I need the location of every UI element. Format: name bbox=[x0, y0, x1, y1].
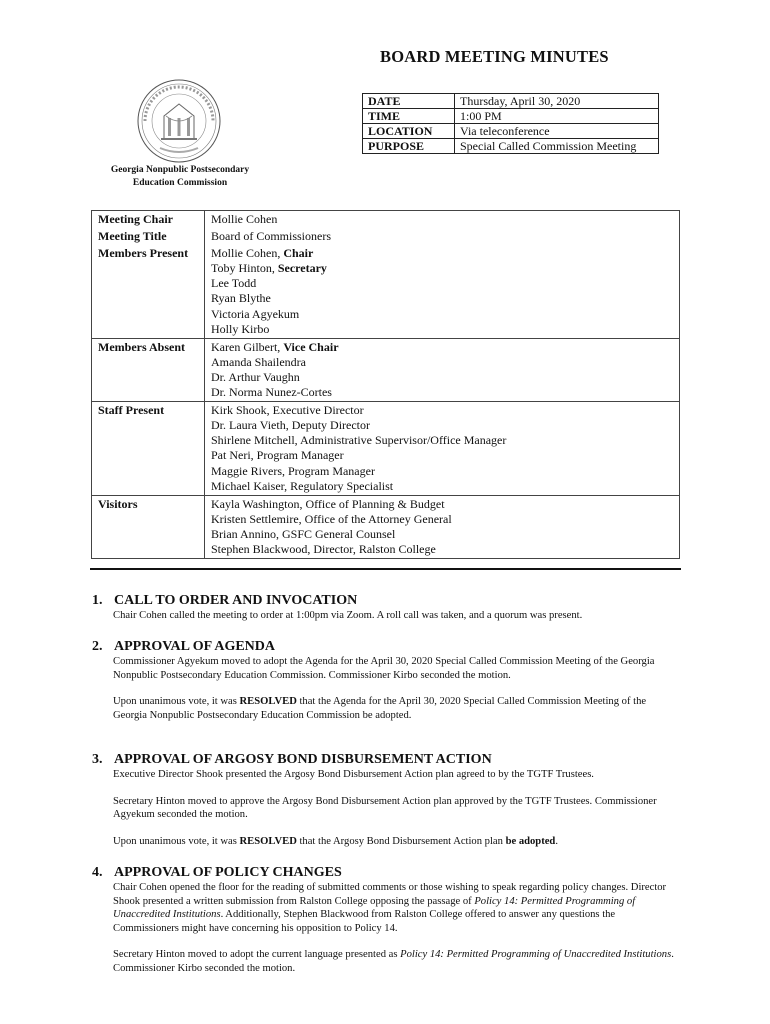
list-item: Brian Annino, GSFC General Counsel bbox=[211, 526, 396, 541]
info-row-date bbox=[363, 94, 659, 109]
list-item: Lee Todd bbox=[211, 276, 257, 291]
section-paragraph: Chair Cohen called the meeting to order at 1:00pm via Zoom. A roll call was taken, and a quorum was present. bbox=[113, 610, 583, 621]
section-call-to-order bbox=[92, 593, 682, 623]
list-item: Mollie Cohen, Chair bbox=[211, 246, 314, 261]
section-heading: APPROVAL OF AGENDA bbox=[114, 639, 276, 654]
section-paragraph: Secretary Hinton moved to approve the Argosy Bond Disbursement Action plan approved by the TGTF Trustees. Commissioner Agyekum seconded the motion. bbox=[113, 795, 657, 820]
attendance-row-staff-present bbox=[92, 402, 680, 496]
section-heading: APPROVAL OF POLICY CHANGES bbox=[114, 865, 342, 880]
list-item: Ryan Blythe bbox=[211, 291, 271, 306]
section-number: 3. bbox=[92, 752, 103, 767]
info-label: LOCATION bbox=[363, 124, 455, 139]
list-item: Toby Hinton, Secretary bbox=[211, 261, 327, 276]
attendance-label: Meeting Chair bbox=[92, 211, 205, 229]
section-heading: APPROVAL OF ARGOSY BOND DISBURSEMENT ACTION bbox=[114, 752, 492, 767]
section-paragraph: Chair Cohen opened the floor for the reading of submitted comments or those wishing to speak regarding policy changes. Director Shook presented a written submission from Ralston College opposing the passage of Policy 14: Permitted Programming of Unaccredited Institutions. Additionally, Stephen Blackwood from Ralston College offered to answer any questions the Commissioners might have concerning his opposition to Policy 14. bbox=[113, 882, 667, 934]
members-present-list bbox=[205, 245, 680, 338]
section-argosy-bond bbox=[92, 752, 682, 848]
list-item: Victoria Agyekum bbox=[211, 306, 300, 321]
section-paragraph: Upon unanimous vote, it was RESOLVED that the Agenda for the April 30, 2020 Special Called Commission Meeting of the Georgia Nonpublic Postsecondary Education Commission be adopted. bbox=[113, 696, 647, 721]
list-item: Kayla Washington, Office of Planning & Budget bbox=[211, 496, 445, 511]
list-item: Holly Kirbo bbox=[211, 321, 270, 336]
list-item: Pat Neri, Program Manager bbox=[211, 448, 344, 463]
info-row-purpose bbox=[363, 139, 659, 154]
meeting-info-table bbox=[362, 93, 659, 154]
attendance-value: Board of Commissioners bbox=[205, 228, 680, 245]
info-label: TIME bbox=[363, 109, 455, 124]
section-policy-changes bbox=[92, 865, 682, 975]
info-value: Thursday, April 30, 2020 bbox=[455, 94, 659, 109]
section-paragraph: Secretary Hinton moved to adopt the current language presented as Policy 14: Permitted Programming of Unaccredited Institutions. Commissioner Kirbo seconded the motion. bbox=[113, 949, 674, 974]
list-item: Karen Gilbert, Vice Chair bbox=[211, 339, 339, 354]
list-item: Dr. Laura Vieth, Deputy Director bbox=[211, 418, 371, 433]
attendance-table bbox=[91, 210, 680, 559]
info-row-location bbox=[363, 124, 659, 139]
state-seal-icon bbox=[136, 78, 222, 164]
organization-name-line-2: Education Commission bbox=[132, 178, 228, 188]
visitors-list bbox=[205, 495, 680, 558]
attendance-row-meeting-title bbox=[92, 228, 680, 245]
attendance-row-visitors bbox=[92, 495, 680, 558]
info-value: Via teleconference bbox=[455, 124, 659, 139]
attendance-label: Staff Present bbox=[92, 402, 205, 496]
attendance-row-meeting-chair bbox=[92, 211, 680, 229]
info-value: Special Called Commission Meeting bbox=[455, 139, 659, 154]
section-approval-of-agenda bbox=[92, 639, 682, 722]
attendance-label: Visitors bbox=[92, 495, 205, 558]
section-heading: CALL TO ORDER AND INVOCATION bbox=[114, 593, 358, 608]
attendance-label: Members Present bbox=[92, 245, 205, 338]
list-item: Kristen Settlemire, Office of the Attorney General bbox=[211, 511, 452, 526]
members-absent-list bbox=[205, 338, 680, 401]
section-paragraph: Executive Director Shook presented the Argosy Bond Disbursement Action plan agreed to by the TGTF Trustees. bbox=[113, 769, 594, 780]
attendance-row-members-present bbox=[92, 245, 680, 338]
organization-name-line-1: Georgia Nonpublic Postsecondary bbox=[110, 165, 250, 175]
section-paragraph: Upon unanimous vote, it was RESOLVED that the Argosy Bond Disbursement Action plan be adopted. bbox=[113, 835, 558, 847]
section-divider bbox=[90, 568, 681, 570]
list-item: Dr. Norma Nunez-Cortes bbox=[211, 385, 332, 400]
document-title: BOARD MEETING MINUTES bbox=[380, 47, 609, 66]
list-item: Shirlene Mitchell, Administrative Supervisor/Office Manager bbox=[211, 433, 507, 448]
list-item: Michael Kaiser, Regulatory Specialist bbox=[211, 478, 394, 493]
staff-present-list bbox=[205, 402, 680, 496]
section-number: 4. bbox=[92, 865, 103, 880]
list-item: Amanda Shailendra bbox=[211, 354, 306, 369]
info-value: 1:00 PM bbox=[455, 109, 659, 124]
attendance-label: Members Absent bbox=[92, 338, 205, 401]
attendance-row-members-absent bbox=[92, 338, 680, 401]
organization-name bbox=[100, 164, 260, 190]
section-paragraph: Commissioner Agyekum moved to adopt the Agenda for the April 30, 2020 Special Called Commission Meeting of the Georgia Nonpublic Postsecondary Education Commission. Commissioner Kirbo seconded the motion. bbox=[113, 656, 655, 681]
section-number: 1. bbox=[92, 593, 103, 608]
info-label: PURPOSE bbox=[363, 139, 455, 154]
info-label: DATE bbox=[363, 94, 455, 109]
list-item: Kirk Shook, Executive Director bbox=[211, 403, 364, 418]
list-item: Dr. Arthur Vaughn bbox=[211, 369, 300, 384]
list-item: Stephen Blackwood, Director, Ralston College bbox=[211, 541, 436, 556]
list-item: Maggie Rivers, Program Manager bbox=[211, 463, 375, 478]
section-number: 2. bbox=[92, 639, 103, 654]
info-row-time bbox=[363, 109, 659, 124]
attendance-label: Meeting Title bbox=[92, 228, 205, 245]
attendance-value: Mollie Cohen bbox=[205, 211, 680, 229]
